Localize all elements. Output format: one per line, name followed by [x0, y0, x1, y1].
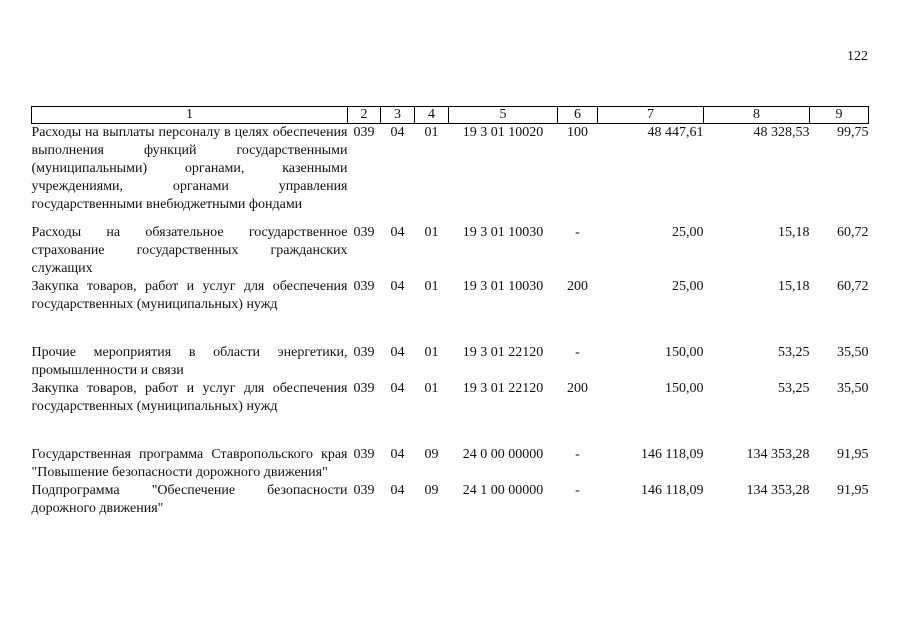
row-percent: 35,50	[837, 345, 869, 360]
row-percent: 60,72	[837, 279, 869, 294]
row-csr: 24 0 00 00000	[462, 447, 544, 462]
row-rz: 04	[390, 225, 405, 240]
row-ved: 039	[353, 483, 375, 498]
row-name: Подпрограмма "Обеспечение безопасности дорожного движения"	[31, 483, 348, 516]
row-name: Расходы на обязательное государственное страхование государственных гражданских служащих	[31, 225, 348, 276]
row-pr: 09	[424, 483, 439, 498]
row-fact: 134 353,28	[746, 447, 810, 462]
table-row	[32, 224, 869, 278]
row-rz: 04	[390, 483, 405, 498]
row-ved: 039	[353, 381, 375, 396]
column-header: 5	[449, 107, 558, 124]
row-vr: -	[575, 483, 580, 498]
column-header: 8	[704, 107, 810, 124]
row-fact: 53,25	[778, 381, 810, 396]
row-ved: 039	[353, 447, 375, 462]
row-ved: 039	[353, 279, 375, 294]
row-fact: 53,25	[778, 345, 810, 360]
table-row	[32, 124, 869, 225]
row-name: Закупка товаров, работ и услуг для обеспечения государственных (муниципальных) нужд	[31, 279, 348, 312]
row-vr: 200	[567, 279, 588, 294]
budget-table	[31, 106, 869, 518]
row-csr: 19 3 01 10030	[462, 279, 544, 294]
row-fact: 15,18	[778, 279, 810, 294]
row-pr: 01	[424, 381, 439, 396]
row-vr: 200	[567, 381, 588, 396]
row-plan: 146 118,09	[641, 483, 704, 498]
column-header: 4	[415, 107, 449, 124]
row-pr: 01	[424, 279, 439, 294]
column-header: 1	[32, 107, 348, 124]
row-percent: 99,75	[837, 125, 869, 140]
row-fact: 48 328,53	[753, 125, 810, 140]
row-name: Прочие мероприятия в области энергетики, промышленности и связи	[31, 345, 348, 378]
table-row	[32, 446, 869, 482]
row-name: Государственная программа Ставропольского края "Повышение безопасности дорожного движения"	[31, 447, 348, 480]
row-ved: 039	[353, 345, 375, 360]
row-ved: 039	[353, 225, 375, 240]
row-vr: 100	[567, 125, 588, 140]
table-header-row	[32, 107, 869, 124]
table-row	[32, 482, 869, 518]
page-number: 122	[847, 49, 868, 64]
row-plan: 150,00	[665, 381, 704, 396]
row-csr: 19 3 01 10030	[462, 225, 544, 240]
table-row	[32, 344, 869, 380]
row-csr: 19 3 01 22120	[462, 381, 544, 396]
table-row	[32, 380, 869, 446]
row-pr: 01	[424, 125, 439, 140]
row-plan: 25,00	[672, 279, 704, 294]
column-header: 9	[810, 107, 869, 124]
row-rz: 04	[390, 279, 405, 294]
row-pr: 09	[424, 447, 439, 462]
row-percent: 35,50	[837, 381, 869, 396]
row-vr: -	[575, 225, 580, 240]
table-row	[32, 278, 869, 344]
row-fact: 15,18	[778, 225, 810, 240]
row-vr: -	[575, 447, 580, 462]
row-rz: 04	[390, 381, 405, 396]
row-name: Расходы на выплаты персоналу в целях обеспечения выполнения функций государственными (муниципальными) органами, казенными учреждениями, органами управления государственными внебюджетными фондами	[31, 125, 348, 212]
column-header: 2	[348, 107, 381, 124]
row-percent: 91,95	[837, 447, 869, 462]
row-pr: 01	[424, 225, 439, 240]
row-csr: 19 3 01 10020	[462, 125, 544, 140]
row-fact: 134 353,28	[746, 483, 810, 498]
row-plan: 146 118,09	[641, 447, 704, 462]
row-rz: 04	[390, 345, 405, 360]
column-header: 7	[598, 107, 704, 124]
row-vr: -	[575, 345, 580, 360]
column-header: 3	[381, 107, 415, 124]
row-csr: 19 3 01 22120	[462, 345, 544, 360]
row-name: Закупка товаров, работ и услуг для обеспечения государственных (муниципальных) нужд	[31, 381, 348, 414]
row-pr: 01	[424, 345, 439, 360]
row-rz: 04	[390, 447, 405, 462]
column-header: 6	[558, 107, 598, 124]
row-ved: 039	[353, 125, 375, 140]
row-plan: 48 447,61	[647, 125, 704, 140]
row-plan: 25,00	[672, 225, 704, 240]
row-percent: 91,95	[837, 483, 869, 498]
row-plan: 150,00	[665, 345, 704, 360]
row-rz: 04	[390, 125, 405, 140]
row-percent: 60,72	[837, 225, 869, 240]
row-csr: 24 1 00 00000	[462, 483, 544, 498]
